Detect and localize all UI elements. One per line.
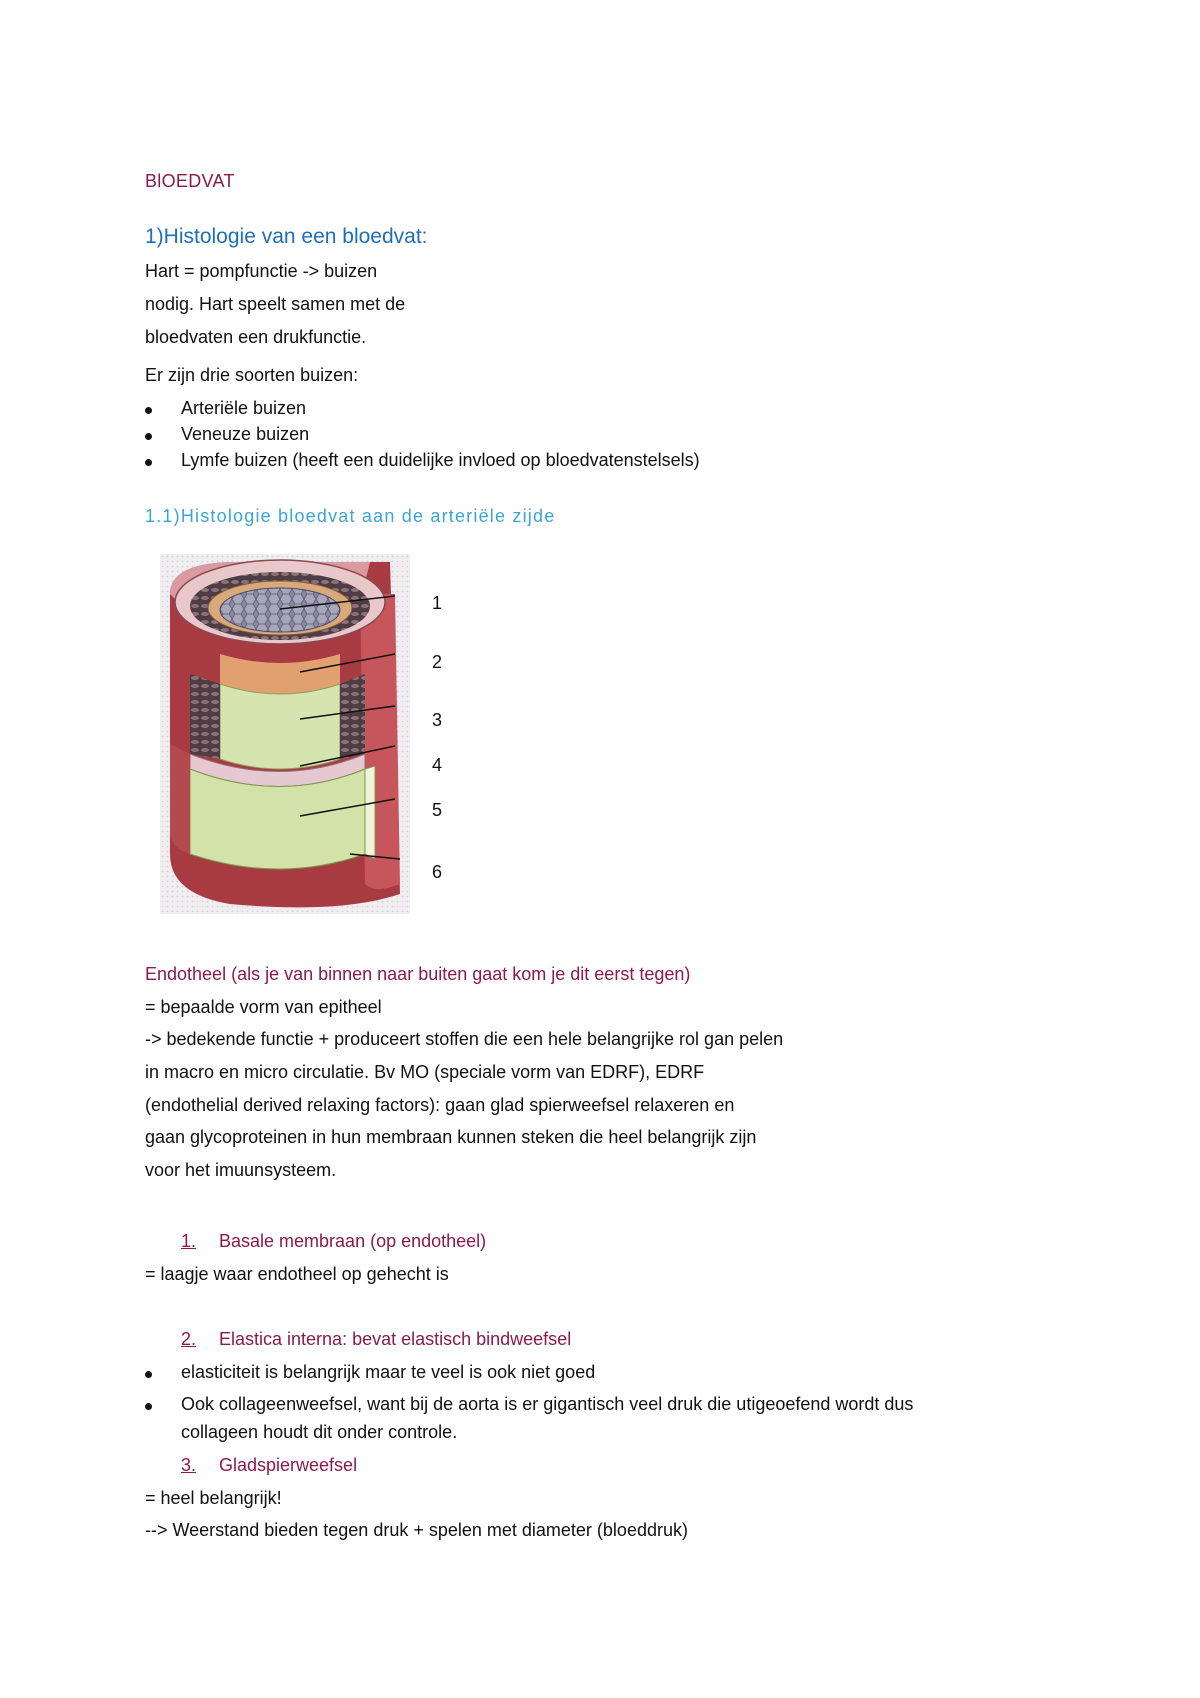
bullet-icon bbox=[145, 1403, 152, 1410]
figure-label-1: 1 bbox=[432, 593, 443, 613]
intro-line: nodig. Hart speelt samen met de bbox=[145, 294, 406, 314]
item-text: = laagje waar endotheel op gehecht is bbox=[145, 1264, 449, 1284]
list-item-continuation: collageen houdt dit onder controle. bbox=[181, 1422, 458, 1442]
figure-label-3: 3 bbox=[432, 710, 443, 730]
endotheel-line: in macro en micro circulatie. Bv MO (speciale vorm van EDRF), EDRF bbox=[145, 1062, 705, 1082]
intro-line: bloedvaten een drukfunctie. bbox=[145, 327, 367, 347]
figure-label-5: 5 bbox=[432, 800, 443, 820]
item-number: 3. bbox=[181, 1455, 197, 1475]
bullet-icon bbox=[145, 433, 152, 440]
section-heading-histologie: 1)Histologie van een bloedvat: bbox=[145, 225, 428, 248]
section-heading-arteriele-zijde: 1.1)Histologie bloedvat aan de arteriële zijde bbox=[145, 506, 556, 526]
figure-label-6: 6 bbox=[432, 862, 443, 882]
numbered-heading-elastica-interna bbox=[181, 1328, 571, 1350]
bullet-icon bbox=[145, 407, 152, 414]
list-item: Ook collageenweefsel, want bij de aorta is er gigantisch veel druk die utigeoefend wordt dus bbox=[181, 1394, 914, 1414]
blood-vessel-illustration bbox=[160, 554, 410, 914]
figure-label-2: 2 bbox=[432, 652, 443, 672]
item-number: 1. bbox=[181, 1231, 197, 1251]
bullet-icon bbox=[145, 459, 152, 466]
bullet-icon bbox=[145, 1371, 152, 1378]
endotheel-heading: Endotheel (als je van binnen naar buiten gaat kom je dit eerst tegen) bbox=[145, 964, 691, 984]
kinds-intro: Er zijn drie soorten buizen: bbox=[145, 365, 359, 385]
item-label: Elastica interna: bevat elastisch bindweefsel bbox=[219, 1329, 572, 1349]
item-label: Gladspierweefsel bbox=[219, 1455, 358, 1475]
list-item: Veneuze buizen bbox=[181, 424, 310, 444]
document-title: BlOEDVAT bbox=[145, 171, 235, 191]
item-text: = heel belangrijk! bbox=[145, 1488, 282, 1508]
list-item: Lymfe buizen (heeft een duidelijke invloed op bloedvatenstelsels) bbox=[181, 450, 700, 470]
endotheel-line: = bepaalde vorm van epitheel bbox=[145, 997, 382, 1017]
item-label: Basale membraan (op endotheel) bbox=[219, 1231, 487, 1251]
endotheel-line: -> bedekende functie + produceert stoffen die een hele belangrijke rol gan pelen bbox=[145, 1029, 784, 1049]
intro-line: Hart = pompfunctie -> buizen bbox=[145, 261, 378, 281]
numbered-heading-basale-membraan bbox=[181, 1230, 486, 1252]
figure-label-4: 4 bbox=[432, 755, 443, 775]
numbered-heading-gladspierweefsel bbox=[181, 1454, 357, 1476]
endotheel-line: gaan glycoproteinen in hun membraan kunnen steken die heel belangrijk zijn bbox=[145, 1127, 757, 1147]
item-text: --> Weerstand bieden tegen druk + spelen met diameter (bloeddruk) bbox=[145, 1520, 688, 1540]
item-number: 2. bbox=[181, 1329, 197, 1349]
list-item: elasticiteit is belangrijk maar te veel is ook niet goed bbox=[181, 1362, 596, 1382]
endotheel-line: (endothelial derived relaxing factors): gaan glad spierweefsel relaxeren en bbox=[145, 1095, 735, 1115]
endotheel-line: voor het imuunsysteem. bbox=[145, 1160, 337, 1180]
list-item: Arteriële buizen bbox=[181, 398, 307, 418]
